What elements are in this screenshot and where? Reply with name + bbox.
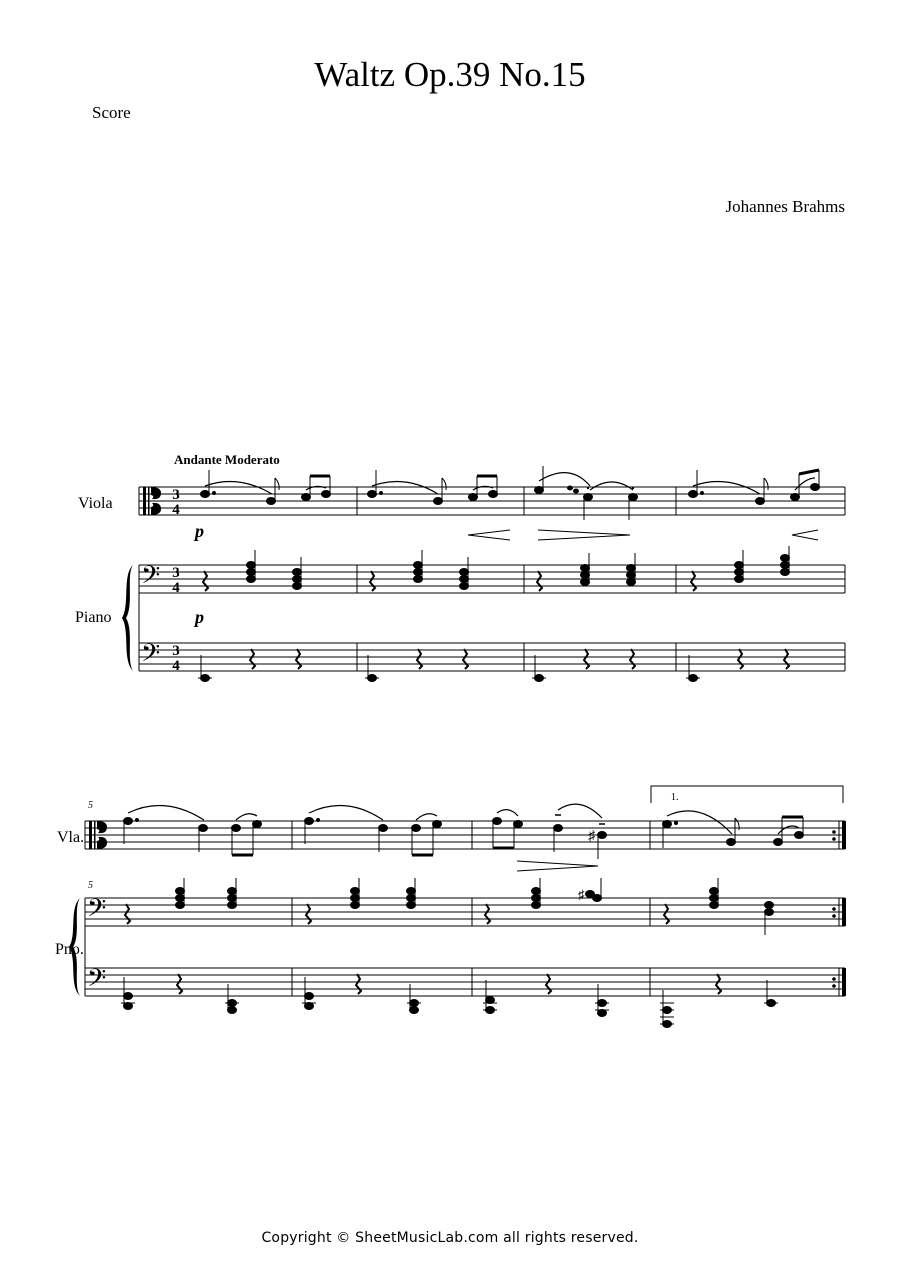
svg-text:𝄢: 𝄢 bbox=[87, 895, 107, 928]
tempo-marking: Andante Moderato bbox=[174, 452, 280, 467]
svg-text:3: 3 bbox=[172, 565, 180, 581]
piano-instrument-label: Piano bbox=[75, 609, 112, 626]
svg-text:𝄢: 𝄢 bbox=[141, 562, 161, 595]
score-subtitle: Score bbox=[92, 103, 131, 122]
svg-text:p: p bbox=[195, 607, 204, 627]
svg-text:4: 4 bbox=[172, 658, 180, 674]
piano-brace bbox=[69, 898, 80, 996]
svg-text:3: 3 bbox=[172, 487, 180, 503]
viola-instrument-label: Viola bbox=[78, 495, 113, 512]
svg-text:4: 4 bbox=[172, 580, 180, 596]
svg-text:p: p bbox=[195, 521, 204, 541]
bass-clef-icon bbox=[87, 895, 106, 998]
measure-number: 5 bbox=[88, 880, 93, 891]
viola-notes-system-1 bbox=[201, 466, 820, 520]
svg-text:4: 4 bbox=[172, 502, 180, 518]
svg-text:3: 3 bbox=[172, 643, 180, 659]
time-signature bbox=[172, 487, 180, 674]
volta-bracket bbox=[651, 786, 843, 803]
slurs-system-1 bbox=[205, 473, 815, 494]
copyright-footer: Copyright © SheetMusicLab.com all rights reserved. bbox=[261, 1230, 639, 1246]
piano-upper-staff bbox=[85, 898, 845, 926]
viola-notes-system-2 bbox=[124, 815, 804, 859]
svg-text:𝄢: 𝄢 bbox=[87, 965, 107, 998]
slurs-system-2 bbox=[128, 804, 799, 834]
svg-text:♯: ♯ bbox=[588, 829, 595, 844]
hairpins-system-1 bbox=[468, 530, 818, 540]
barlines-system-2 bbox=[85, 821, 839, 996]
score-title: Waltz Op.39 No.15 bbox=[314, 55, 586, 94]
composer-name: Johannes Brahms bbox=[725, 197, 845, 216]
measure-number: 5 bbox=[88, 800, 93, 811]
piano-upper-notes-system-1 bbox=[203, 546, 790, 591]
piano-short-label: Pno. bbox=[55, 941, 84, 958]
hairpin-decrescendo bbox=[517, 861, 598, 871]
system-2 bbox=[69, 786, 846, 1028]
viola-short-label: Vla. bbox=[57, 829, 85, 846]
svg-text:𝄢: 𝄢 bbox=[141, 640, 161, 673]
svg-text:♯: ♯ bbox=[578, 887, 585, 902]
bass-clef-icon bbox=[141, 562, 160, 673]
dynamic-marks-system-1 bbox=[193, 521, 204, 627]
piano-lower-staff bbox=[85, 968, 845, 996]
system-1 bbox=[122, 466, 845, 682]
piano-lower-notes-system-1 bbox=[198, 649, 789, 682]
piano-brace bbox=[122, 565, 133, 671]
svg-text:1.: 1. bbox=[671, 792, 679, 803]
